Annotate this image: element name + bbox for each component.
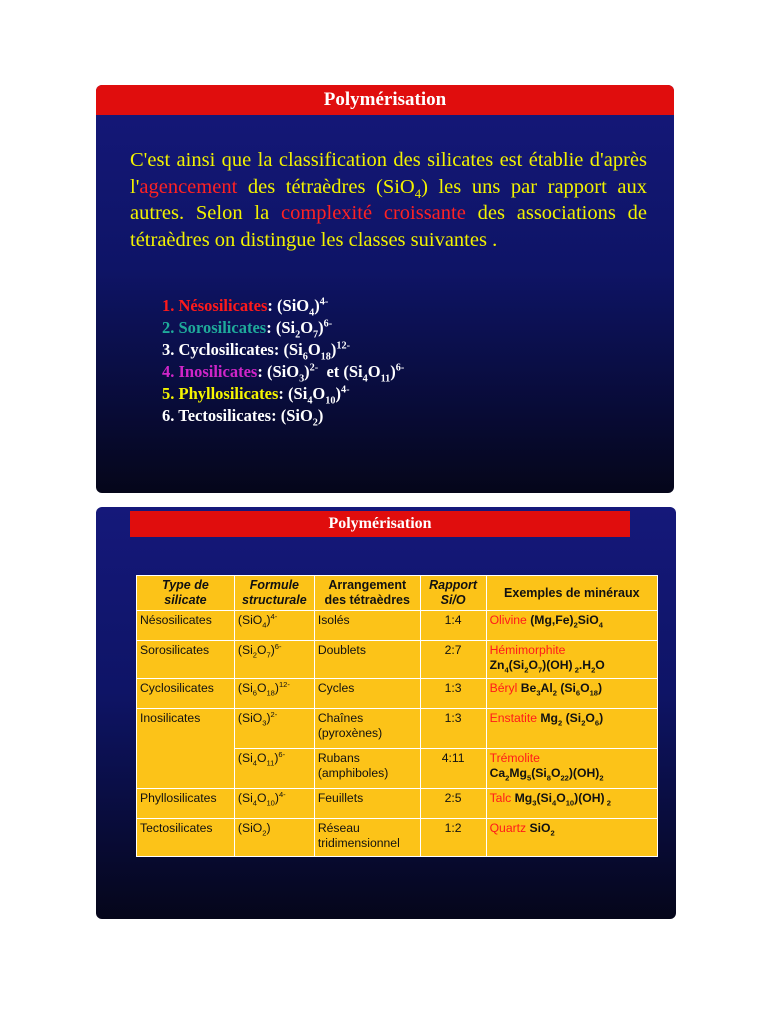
example-cell: Enstatite $Mg_2$ $(Si_2O_6)$ [486,709,657,749]
ratio-cell: 4:11 [420,749,486,789]
arrangement-cell: Feuillets [314,789,420,819]
arrangement-cell: Réseau tridimensionnel [314,819,420,857]
ratio-cell: 2:5 [420,789,486,819]
ratio-cell: 1:2 [420,819,486,857]
silicate-table [136,575,658,857]
example-cell: Béryl $Be_3Al_2$ $(Si_6O_{18})$ [486,679,657,709]
intro-paragraph: C'est ainsi que la classification des silicates est établie d'après l'agencement des tétraèdres (SiO$_4$) les uns par rapport aux autres. Selon la complexité croissante des associations de tétraèdres on distingue les classes suivantes . [130,149,647,251]
arrangement-cell: Chaînes (pyroxènes) [314,709,420,749]
ratio-cell: 1:4 [420,611,486,641]
table-row [137,641,658,679]
example-cell: Hémimorphite $Zn_4(Si_2O_7)(OH)$ $_2.H_2O$ [486,641,657,679]
slide-mineral-table [96,507,676,919]
header-exemples: Exemples de minéraux [486,576,657,611]
type-cell: Tectosilicates [137,819,235,857]
formula-cell: $(Si_4O_{11})^{6-}$ [234,749,314,789]
header-rapport: Rapport Si/O [420,576,486,611]
table-row [137,819,658,857]
example-cell: Quartz SiO$_2$ [486,819,657,857]
ratio-cell: 1:3 [420,679,486,709]
example-cell: Olivine $(Mg,Fe)_2SiO_4$ [486,611,657,641]
highlight-complexite: complexité croissante [280,202,466,224]
slide-classification [96,85,674,493]
header-formule: Formule structurale [234,576,314,611]
formula-cell: $(SiO_4)^{4-}$ [234,611,314,641]
table-row [137,611,658,641]
formula-cell: $(Si_4O_{10})^{4-}$ [234,789,314,819]
ratio-cell: 1:3 [420,709,486,749]
example-cell: Trémolite $Ca_2Mg_5(Si_8O_{22})(OH)_2$ [486,749,657,789]
formula-cell: $(SiO_3)^{2-}$ [234,709,314,749]
example-cell: Talc $Mg_3(Si_4O_{10})(OH)$ $_2$ [486,789,657,819]
arrangement-cell: Rubans (amphiboles) [314,749,420,789]
arrangement-cell: Cycles [314,679,420,709]
class-item-ino: 4. Inosilicates: $(SiO_3)^{2-}$ et $(Si_4O_{11})^{6-}$ [162,362,405,385]
highlight-agencement: agencement [139,175,238,198]
table-header-row [137,576,658,611]
class-item-soro: 2. Sorosilicates: $(Si_2O_7)^{6-}$ [162,318,333,341]
arrangement-cell: Doublets [314,641,420,679]
type-cell: Sorosilicates [137,641,235,679]
ratio-cell: 2:7 [420,641,486,679]
slide-title: Polymérisation [130,511,630,537]
silicate-class-list [162,295,404,427]
header-type: Type de silicate [137,576,235,611]
class-item-neso: 1. Nésosilicates: $(SiO_4)^{4-}$ [162,296,329,319]
arrangement-cell: Isolés [314,611,420,641]
class-item-tecto: 6. Tectosilicates: (SiO$_2$) [162,406,324,429]
table-row [137,709,658,749]
table-row [137,679,658,709]
class-item-phyllo: 5. Phyllosilicates: $(Si_4O_{10})^{4-}$ [162,384,350,407]
formula-cell: (SiO$_2$) [234,819,314,857]
type-cell: Cyclosilicates [137,679,235,709]
formula-cell: $(Si_2O_7)^{6-}$ [234,641,314,679]
slide-title: Polymérisation [96,85,674,115]
type-cell: Nésosilicates [137,611,235,641]
type-cell: Phyllosilicates [137,789,235,819]
table-row [137,789,658,819]
class-item-cyclo: 3. Cyclosilicates: $(Si_6O_{18})^{12-}$ [162,340,350,363]
formula-cell: $(Si_6O_{18})^{12-}$ [234,679,314,709]
type-cell: Inosilicates [137,709,235,789]
header-arrangement: Arrangement des tétraèdres [314,576,420,611]
